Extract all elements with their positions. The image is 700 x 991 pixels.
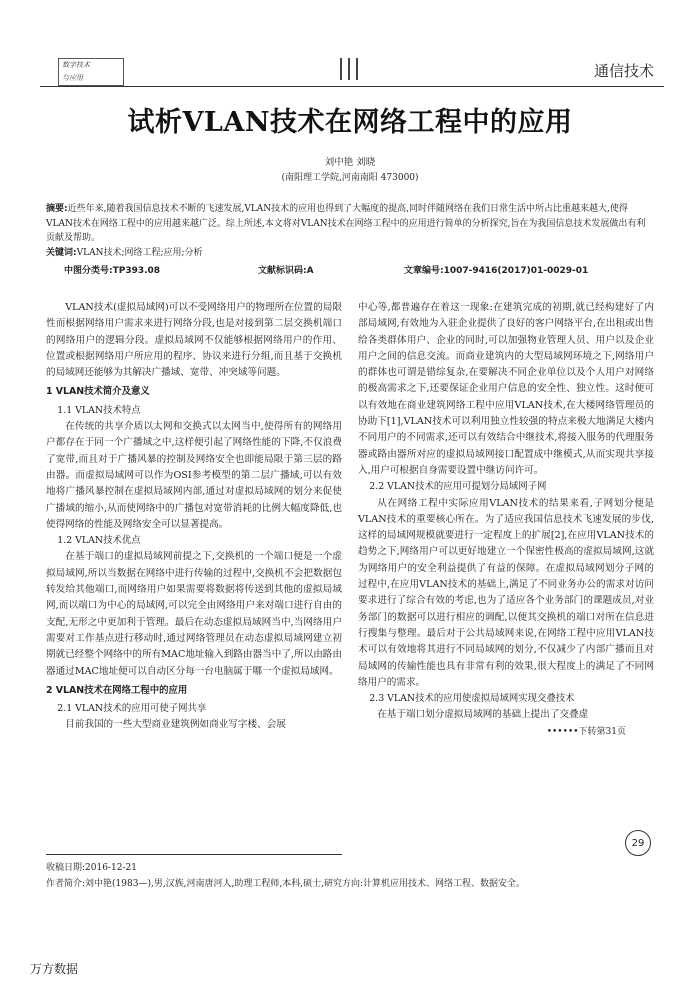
body-paragraph: 在传统的共享介质以太网和交换式以太网当中,使得所有的网络用户都存在于同一个广播域之中,这样便引起了网络性能的下降,不仅浪费了宽带,而且对于广播风暴的控制及网络安全也即能局限于第三层的路由器。而虚拟局域网可以作为OSI参考模型的第二层广播域,可以有效地将广播风暴控制在虚拟局域网内部,通过对虚拟局域网的划分来促使广播域的缩小,从而使网络中的广播包对宽带消耗的比例大幅度降低,也使得网络的性能及网络安全可以显著提高。 bbox=[46, 421, 342, 530]
authors: 刘中艳 刘晓 bbox=[324, 157, 376, 168]
keywords bbox=[46, 246, 654, 261]
left-column bbox=[46, 300, 342, 734]
keywords-label: 关键词: bbox=[46, 247, 77, 258]
author-bio: 作者简介:刘中艳(1983—),男,汉族,河南唐河人,助理工程师,本科,硕士,研究方向:计算机应用技术、网络工程、数据安全。 bbox=[46, 879, 526, 889]
page-number: 29 bbox=[625, 830, 651, 856]
section-name: 通信技术 bbox=[593, 62, 654, 80]
heading-1: 1 VLAN技术简介及意义 bbox=[46, 386, 150, 398]
header-divider-mark bbox=[340, 58, 342, 80]
article-title: 试析VLAN技术在网络工程中的应用 bbox=[127, 107, 573, 138]
journal-badge bbox=[58, 58, 124, 86]
badge-line2: 与应用 bbox=[62, 74, 83, 82]
heading-1-2: 1.2 VLAN技术优点 bbox=[57, 535, 141, 547]
heading-1-1: 1.1 VLAN技术特点 bbox=[57, 404, 141, 416]
abstract-paragraph bbox=[46, 202, 654, 246]
header-rule bbox=[40, 86, 664, 87]
abstract-label: 摘要: bbox=[46, 204, 68, 214]
affiliation: (南阳理工学院,河南南阳 473000) bbox=[281, 173, 419, 183]
abstract bbox=[46, 202, 654, 260]
right-column bbox=[358, 300, 654, 740]
badge-line1: 数字技术 bbox=[62, 61, 90, 69]
heading-2-1: 2.1 VLAN技术的应用可使子网共享 bbox=[57, 703, 207, 715]
article-number: 文章编号:1007-9416(2017)01-0029-01 bbox=[404, 266, 589, 276]
heading-2-3: 2.3 VLAN技术的应用使虚拟局域网实现交叠技术 bbox=[369, 693, 575, 705]
body-paragraph: 目前我国的一些大型商业建筑例如商业写字楼、会展 bbox=[65, 719, 286, 731]
body-paragraph: 中心等,都普遍存在着这一现象:在建筑完成的初期,就已经构建好了内部局域网,有效地为入驻企业提供了良好的客户网络平台,在出租或出售给各类群体用户、企业的同时,可以加强物业管理人员、用户以及企业用户之间的信息交流。而商业建筑内的大型局域网环境之下,网络用户的群体也可谓是错综复杂,在要解决不同企业单位以及个人用户对网络的极高需求之下,还要保证企业用户信息的安全性、独立性。这时便可以有效地在商业建筑网络工程中应用VLAN技术,在大楼网络管理员的协助下[1],VLAN技术可以利用独立性较强的特点来极大地满足大楼内不同用户的不同需求,还可以有效结合中继技术,将接入服务的代理服务器或路由器所对应的虚拟局域网接口配置成中继模式,从而实现共享接入,用户可根据自身需要设置中继访问许可。 bbox=[358, 302, 654, 476]
heading-2-2: 2.2 VLAN技术的应用可提划分局域网子网 bbox=[369, 481, 547, 493]
continued-note: ••••••下转第31页 bbox=[546, 726, 626, 737]
body-paragraph: 在基于端口划分虚拟局域网的基础上提出了交叠虚 bbox=[377, 709, 589, 721]
watermark: 万方数据 bbox=[30, 962, 79, 976]
heading-2: 2 VLAN技术在网络工程中的应用 bbox=[46, 684, 188, 696]
document-code: 文献标识码:A bbox=[258, 266, 314, 276]
header-divider-mark bbox=[348, 58, 350, 80]
header-divider-mark bbox=[356, 58, 358, 80]
received-date: 收稿日期:2016-12-21 bbox=[46, 863, 137, 873]
body-paragraph: 在基于端口的虚拟局域网前提之下,交换机的一个端口便是一个虚拟局域网,所以当数据在网络中进行传输的过程中,交换机不会把数据包转发给其他端口,而网络用户如果需要将数据将传送到其他的虚拟局域网,而以端口为中心的局域网,可以完全由网络用户来对端口进行自由的支配,无形之中更加利于管理。最后在动态虚拟局域网当中,当网络用户需要对工作基点进行移动时,通过网络管理员在动态虚拟局域网建立初期就已经整个网络中的所有MAC地址输入到路由器当中了,所以由路由器通过MAC地址便可以自动区分每一台电脑属于哪一个虚拟局域网。 bbox=[46, 551, 342, 677]
keywords-text: VLAN技术;网络工程;应用;分析 bbox=[76, 247, 203, 258]
footnote-rule bbox=[46, 854, 342, 855]
abstract-text: 近些年来,随着我国信息技术不断的飞速发展,VLAN技术的应用也得到了大幅度的提高,同时伴随网络在我们日常生活中所占比重越来越大,使得VLAN技术在网络工程中的应用越来越广泛。综上所述,本文将对VLAN技术在网络工程中的应用进行简单的分析探究,旨在为我国信息技术发展做出有利贡献及帮助。 bbox=[46, 204, 646, 243]
clc-number: 中图分类号:TP393.08 bbox=[64, 266, 161, 276]
body-paragraph: 从在网络工程中实际应用VLAN技术的结果来看,子网划分便是VLAN技术的重要核心所在。为了适应我国信息技术飞速发展的步伐,这样的局域网规模就要进行一定程度上的扩展[2],在应用VLAN技术的趋势之下,网络用户可以更好地建立一个保密性极高的虚拟局域网,这就为网络用户的安全利益提供了有益的保障。在虚拟局域网划分子网的过程中,在应用VLAN技术的基础上,满足了不同业务办公的需求对访问要求进行了综合有效的考虑,也为了适应各个业务部门的课题成员,对业务部门的数据可以进行相应的调配,以便其交换机的端口对所在信息进行搜集与整理。最后对于公共局域网来说,在网络工程中应用VLAN技术可以有效地将其进行不同局域网的划分,不仅减少了内部广播而且对局域网的传输性能也具有非常有利的效果,很大程度上的满足了不同网络用户的需求。 bbox=[358, 497, 654, 688]
body-paragraph: VLAN技术(虚拟局域网)可以不受网络用户的物理所在位置的局限性而根据网络用户需求来进行网络分段,也是对接到第二层交换机端口的网络用户的逻辑分段。虚拟局域网不仅能够根据网络用户的作用、位置或根据网络用户所应用的程序、协议来进行分组,而且基于交换机的局域网还能够为其解决广播域、宽带、冲突域等问题。 bbox=[46, 302, 342, 379]
